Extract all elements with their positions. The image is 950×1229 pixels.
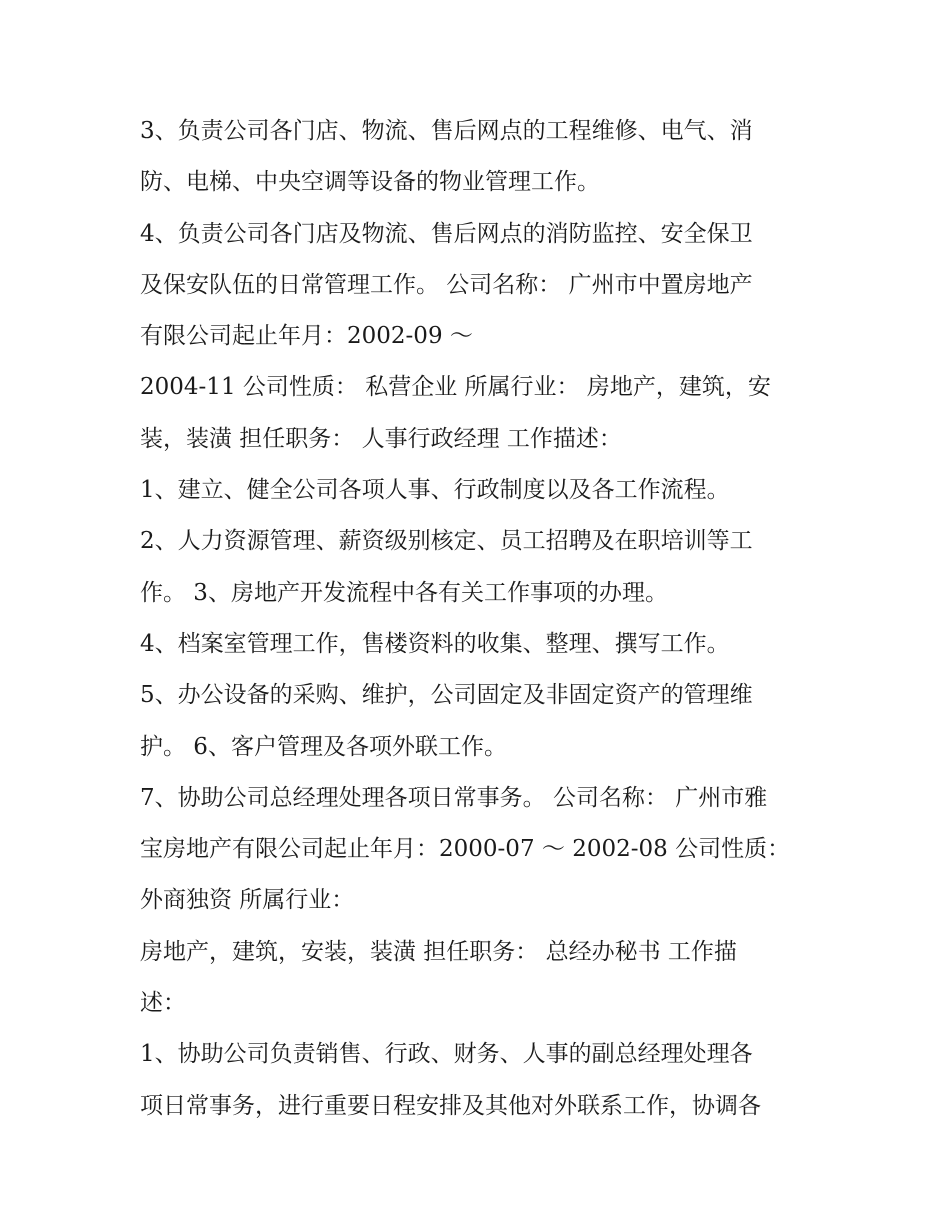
- text-line: 作。 3、房地产开发流程中各有关工作事项的办理。: [140, 579, 668, 606]
- text-line: 3、负责公司各门店、物流、售后网点的工程维修、电气、消: [140, 118, 753, 144]
- text-line: 7、协助公司总经理处理各项日常事务。 公司名称： 广州市雅: [140, 784, 768, 811]
- text-line: 述：: [140, 990, 186, 1017]
- text-line: 及保安队伍的日常管理工作。 公司名称： 广州市中置房地产: [140, 271, 753, 298]
- text-line: 1、协助公司负责销售、行政、财务、人事的副总经理处理各: [140, 1041, 753, 1068]
- text-line: 项日常事务，进行重要日程安排及其他对外联系工作，协调各: [140, 1092, 761, 1119]
- text-line: 防、电梯、中央空调等设备的物业管理工作。: [140, 169, 600, 196]
- text-line: 外商独资 所属行业：: [140, 887, 355, 914]
- text-line: 有限公司起止年月：2002-09 ～: [140, 323, 473, 350]
- text-line: 2004-11 公司性质： 私营企业 所属行业： 房地产，建筑，安: [140, 374, 771, 401]
- text-line: 房地产，建筑，安装，装潢 担任职务： 总经办秘书 工作描: [140, 938, 737, 965]
- text-line: 4、档案室管理工作，售楼资料的收集、整理、撰写工作。: [140, 630, 730, 657]
- text-line: 5、办公设备的采购、维护，公司固定及非固定资产的管理维: [140, 682, 753, 709]
- document-body: [140, 106, 830, 1132]
- text-line: 2、人力资源管理、薪资级别核定、员工招聘及在职培训等工: [140, 528, 753, 555]
- text-line: 护。 6、客户管理及各项外联工作。: [140, 733, 507, 760]
- text-line: 装，装潢 担任职务： 人事行政经理 工作描述：: [140, 425, 622, 452]
- text-line: 4、负责公司各门店及物流、售后网点的消防监控、安全保卫: [140, 220, 753, 247]
- text-line: 宝房地产有限公司起止年月：2000-07 ～ 2002-08 公司性质：: [140, 836, 791, 863]
- text-line: 1、建立、健全公司各项人事、行政制度以及各工作流程。: [140, 477, 730, 504]
